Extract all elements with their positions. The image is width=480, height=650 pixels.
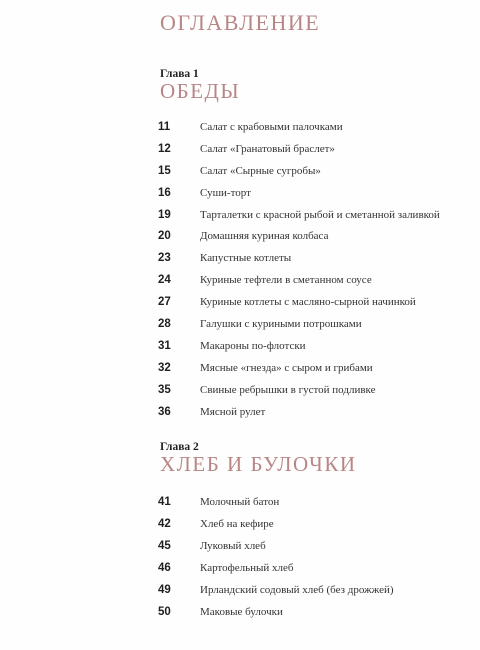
toc-entry	[158, 143, 440, 165]
page-title: ОГЛАВЛЕНИЕ	[160, 10, 321, 35]
entry-page-number: 16	[158, 186, 171, 199]
entry-title: Мясные «гнезда» с сыром и грибами	[200, 361, 373, 374]
entry-page-number: 41	[158, 496, 171, 508]
entry-page-number: 42	[158, 518, 171, 530]
toc-entry	[158, 606, 394, 628]
toc-entry	[158, 274, 440, 296]
toc-entry	[158, 384, 440, 406]
chapter-label: Глава 1	[160, 68, 199, 80]
entry-page-number: 19	[158, 208, 171, 221]
entry-title: Салат «Сырные сугробы»	[200, 164, 321, 177]
toc-entry	[158, 121, 440, 143]
entry-page-number: 11	[158, 121, 171, 133]
chapter-2-header	[160, 441, 357, 476]
entry-page-number: 45	[158, 540, 171, 552]
entry-page-number: 27	[158, 296, 171, 309]
toc-entry	[158, 362, 440, 384]
toc-entry	[158, 496, 394, 518]
entry-title: Молочный батон	[200, 496, 280, 508]
entry-page-number: 31	[158, 339, 171, 352]
entry-title: Картофельный хлеб	[200, 562, 294, 574]
toc-entry	[158, 406, 440, 428]
chapter-name: ОБЕДЫ	[160, 79, 241, 103]
toc-entry	[158, 165, 440, 187]
entry-title: Ирландский содовый хлеб (без дрожжей)	[200, 584, 394, 596]
toc-entry	[158, 318, 440, 340]
entry-page-number: 20	[158, 230, 171, 243]
chapter-1-entries	[158, 121, 440, 427]
entry-title: Куриные тефтели в сметанном соусе	[200, 274, 372, 287]
toc-entry	[158, 562, 394, 584]
entry-page-number: 46	[158, 562, 171, 574]
entry-title: Капустные котлеты	[200, 252, 292, 265]
chapter-name: ХЛЕБ И БУЛОЧКИ	[160, 452, 357, 476]
entry-title: Салат с крабовыми палочками	[200, 121, 343, 133]
toc-entry	[158, 296, 440, 318]
entry-page-number: 32	[158, 361, 171, 374]
entry-title: Суши-торт	[200, 186, 251, 199]
chapter-2-entries	[158, 496, 394, 628]
entry-title: Галушки с куриными потрошками	[200, 318, 362, 331]
entry-page-number: 36	[158, 405, 171, 418]
entry-title: Салат «Гранатовый браслет»	[200, 142, 335, 155]
toc-entry	[158, 252, 440, 274]
entry-page-number: 35	[158, 383, 171, 396]
entry-title: Маковые булочки	[200, 606, 283, 618]
entry-page-number: 12	[158, 142, 171, 155]
entry-page-number: 50	[158, 606, 171, 618]
toc-entry	[158, 230, 440, 252]
toc-entry	[158, 584, 394, 606]
entry-title: Луковый хлеб	[200, 540, 266, 552]
entry-title: Куриные котлеты с масляно-сырной начинкой	[200, 296, 416, 309]
entry-title: Домашняя куриная колбаса	[200, 230, 329, 243]
entry-page-number: 23	[158, 252, 171, 265]
entry-page-number: 15	[158, 164, 171, 177]
toc-entry	[158, 540, 394, 562]
entry-title: Тарталетки с красной рыбой и сметанной заливкой	[200, 208, 440, 221]
entry-page-number: 49	[158, 584, 171, 596]
toc-entry	[158, 187, 440, 209]
entry-title: Мясной рулет	[200, 405, 266, 418]
entry-title: Свиные ребрышки в густой подливке	[200, 383, 376, 396]
toc-entry	[158, 340, 440, 362]
toc-entry	[158, 209, 440, 231]
entry-title: Макароны по-флотски	[200, 339, 306, 352]
toc-entry	[158, 518, 394, 540]
entry-title: Хлеб на кефире	[200, 518, 274, 530]
entry-page-number: 28	[158, 318, 171, 331]
chapter-1-header	[160, 68, 240, 103]
entry-page-number: 24	[158, 274, 171, 287]
chapter-label: Глава 2	[160, 441, 199, 453]
